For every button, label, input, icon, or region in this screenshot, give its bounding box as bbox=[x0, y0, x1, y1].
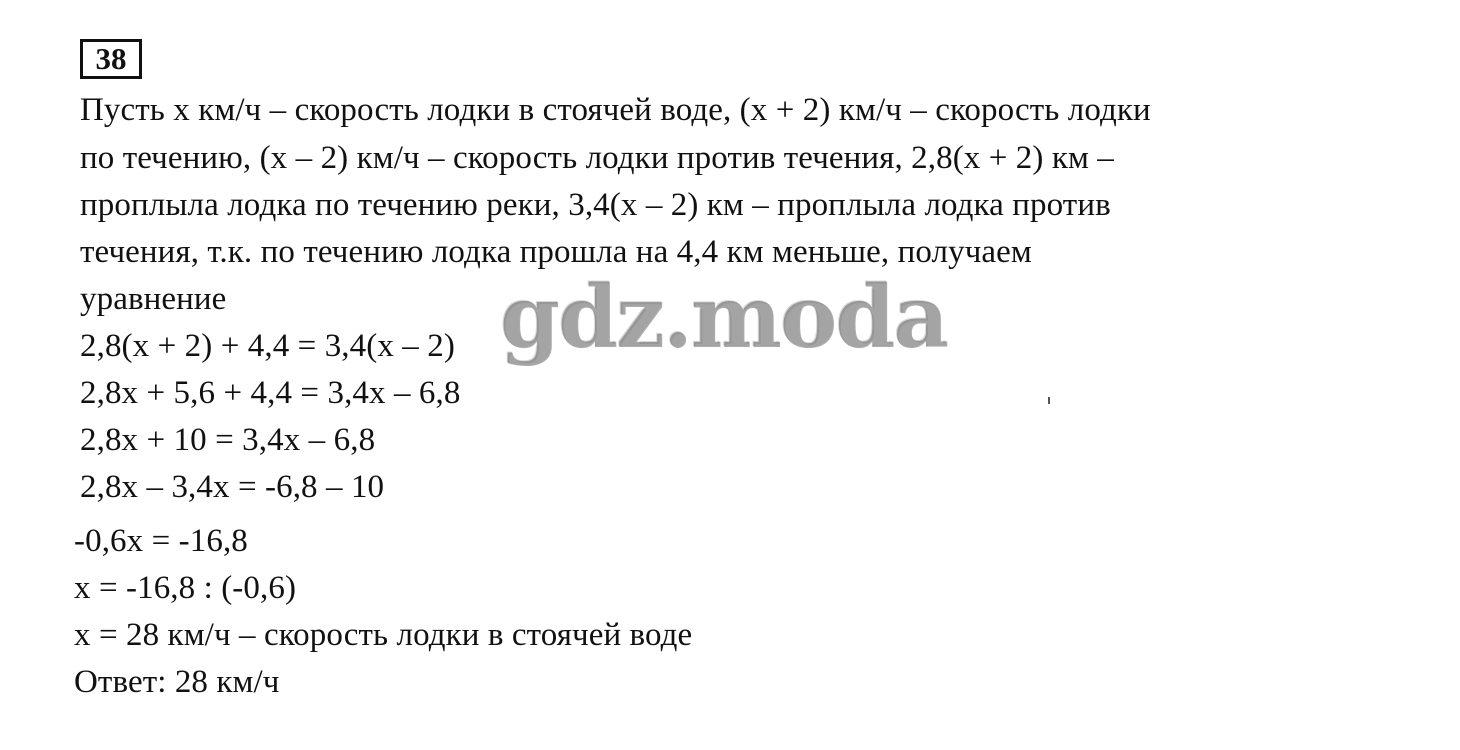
equation-line-3: 2,8х + 10 = 3,4х – 6,8 bbox=[80, 422, 376, 458]
scan-speck bbox=[1048, 397, 1050, 404]
solution-line-5: уравнение bbox=[80, 281, 227, 317]
equation-line-1: 2,8(х + 2) + 4,4 = 3,4(х – 2) bbox=[80, 328, 455, 364]
equation-line-7: х = 28 км/ч – скорость лодки в стоячей воде bbox=[74, 617, 693, 653]
equation-line-2: 2,8х + 5,6 + 4,4 = 3,4х – 6,8 bbox=[80, 375, 461, 411]
watermark-logo: gdz.moda bbox=[500, 267, 948, 368]
equation-line-5: -0,6х = -16,8 bbox=[74, 523, 248, 559]
equation-line-6: х = -16,8 : (-0,6) bbox=[74, 570, 297, 606]
answer-line: Ответ: 28 км/ч bbox=[74, 664, 280, 700]
solution-line-1: Пусть х км/ч – скорость лодки в стоячей воде, (х + 2) км/ч – скорость лодки bbox=[80, 92, 1151, 128]
task-number-box: 38 bbox=[80, 39, 142, 79]
equation-line-4: 2,8х – 3,4х = -6,8 – 10 bbox=[80, 469, 385, 505]
solution-line-3: проплыла лодка по течению реки, 3,4(х – 2) км – проплыла лодка против bbox=[80, 187, 1111, 223]
solution-line-4: течения, т.к. по течению лодка прошла на 4,4 км меньше, получаем bbox=[80, 234, 1032, 270]
solution-line-2: по течению, (х – 2) км/ч – скорость лодки против течения, 2,8(х + 2) км – bbox=[80, 140, 1114, 176]
